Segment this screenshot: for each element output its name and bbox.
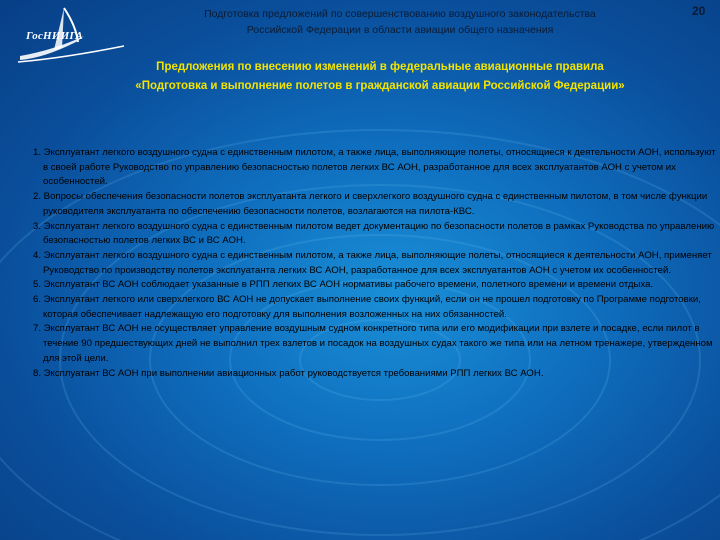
list-item-1: 1. Эксплуатант легкого воздушного судна с единственным пилотом, а также лица, выполняющие полеты, относящиеся к деятельности АОН, используют в своей работе Руководство по управлению безопасностью полетов легких ВС АОН, разработанное для всех эксплуатантов АОН с учетом их особенностей. [33,147,716,188]
header-line-1: Подготовка предложений по совершенствованию воздушного законодательства [204,8,596,20]
logo-text: ГосНИИГА [26,30,83,42]
list-item-8: 8. Эксплуатант ВС АОН при выполнении авиационных работ руководствуется требованиями РПП легких ВС АОН. [33,367,544,379]
page-number: 20 [692,4,706,18]
slide-header [130,6,670,38]
header-line-2: Российской Федерации в области авиации общего назначения [246,24,554,36]
list-item-4: 4. Эксплуатант легкого воздушного судна с единственным пилотом, а также лица, выполняющие полеты, относящиеся к деятельности АОН, применяет Руководство по производству полетов эксплуатанта легких ВС АОН, разработанное для всех эксплуатантов АОН с учетом их особенностей. [33,249,712,276]
list-item-6: 6. Эксплуатант легкого или сверхлегкого ВС АОН не допускает выполнение своих функций, если он не прошел подготовку по Программе подготовки, которая обеспечивает надлежащую его подготовку для выполнения возложенных на них обязанностей. [33,294,701,320]
list-item-2: 2. Вопросы обеспечения безопасности полетов эксплуатанта легкого и сверхлегкого воздушного судна с единственным пилотом, в том числе функции руководителя эксплуатанта по обеспечению безопасности полетов, возлагаются на пилота-КВС. [33,191,708,217]
slide-subtitle [40,58,720,96]
proposal-list [33,146,719,381]
subtitle-line-2: «Подготовка и выполнение полетов в гражданской авиации Российской Федерации» [135,80,625,92]
list-item-3: 3. Эксплуатант легкого воздушного судна с единственным пилотом ведет документацию по безопасности полетов в рамках Руководства по управлению безопасностью полетов легких ВС и ВС АОН. [33,220,715,247]
list-item-7: 7. Эксплуатант ВС АОН не осуществляет управление воздушным судном конкретного типа или его модификации при взлете и посадке, если пилот в течение 90 предшествующих дней не выполнил трех взлетов и посадок на воздушных судах такого же типа или на летном тренажере, утвержденном для этой цели. [33,323,713,364]
list-item-5: 5. Эксплуатант ВС АОН соблюдает указанные в РПП легких ВС АОН нормативы рабочего времени, полетного времени и времени отдыха. [33,279,654,291]
subtitle-line-1: Предложения по внесению изменений в федеральные авиационные правила [156,61,604,73]
